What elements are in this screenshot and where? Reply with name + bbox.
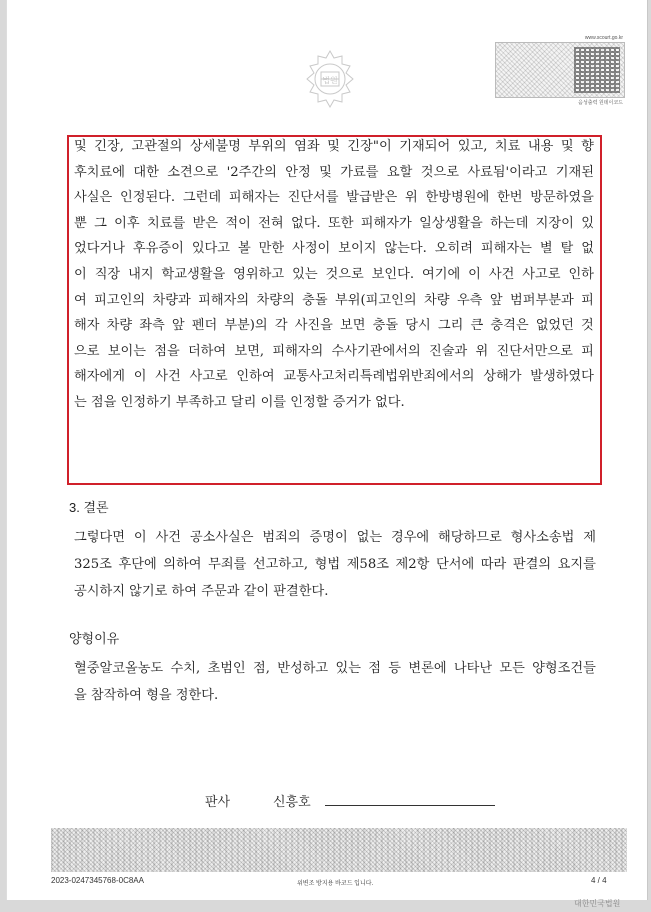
word: 것: [581, 318, 594, 334]
word: 형사소송법: [510, 530, 575, 545]
text-line: 공시하지 않기로 하여 주문과 같이 판결한다.: [74, 584, 329, 599]
word: 및: [319, 164, 332, 180]
word: 사고로: [189, 369, 228, 385]
word: 피해자는: [228, 190, 280, 206]
word: 안정: [285, 164, 311, 180]
text-line: [74, 185, 594, 211]
word: 제2항: [395, 557, 430, 572]
word: 사진을: [294, 318, 333, 334]
word: 없는: [356, 530, 383, 545]
word: 직장: [94, 266, 121, 282]
word: 학교생활을: [161, 266, 226, 282]
word: 없다.: [290, 215, 321, 231]
word: 및: [560, 139, 574, 154]
word: 나타난: [453, 661, 493, 676]
court-url: www.scourt.go.kr: [584, 35, 623, 41]
word: 각: [274, 318, 288, 334]
word: 당시: [405, 318, 431, 334]
word: 기재된: [555, 164, 594, 180]
word: 영위하고: [233, 266, 285, 282]
word: 우측: [456, 292, 483, 308]
word: 증명이: [309, 530, 348, 545]
word: 요할: [386, 164, 413, 180]
word: 및: [327, 139, 340, 154]
word: 긴장"이: [347, 139, 392, 154]
word: 그: [94, 215, 107, 231]
text-line: [74, 288, 594, 314]
word: 보면: [340, 318, 366, 334]
conclusion-heading: 3. 결론: [69, 500, 109, 515]
word: 피: [581, 343, 594, 359]
word: 그렇다면: [74, 530, 125, 545]
qr-code-icon: [574, 47, 620, 93]
word: 염좌: [294, 139, 320, 154]
svg-text:법원: 법원: [322, 76, 338, 85]
word: 진술과: [428, 343, 468, 359]
word: 상세불명: [189, 139, 241, 154]
word: 점을: [154, 343, 180, 359]
word: 만한: [258, 241, 285, 257]
word: 피해자는: [480, 241, 532, 257]
word: 것으로: [325, 266, 364, 282]
word: 해자에게: [74, 369, 125, 385]
word: 변론에: [408, 661, 447, 676]
word: 별: [539, 241, 553, 257]
word: 기재되어: [399, 139, 451, 154]
word: 사건: [155, 530, 181, 545]
word: 없었던: [535, 318, 574, 334]
word: 반성하고: [277, 661, 329, 676]
word: 발급받은: [346, 190, 398, 206]
word: 으로: [74, 343, 100, 359]
word: 사고로: [522, 266, 561, 282]
word: 전혀: [258, 215, 284, 231]
word: 모든: [499, 661, 525, 676]
word: 후유증이: [132, 241, 184, 257]
word: 인하여: [236, 369, 275, 385]
word: 피고인의: [94, 292, 146, 308]
word: 혈중알코올농도: [74, 661, 164, 676]
barcode-notice: 위변조 방지용 바코드 입니다.: [297, 881, 374, 887]
word: 무죄를: [208, 557, 247, 572]
word: 제58조: [346, 557, 389, 572]
word: 피해자의: [272, 343, 324, 359]
word: 단서에: [435, 557, 475, 572]
word: 좌측: [139, 318, 165, 334]
word: 요지를: [557, 557, 596, 572]
text-line: 을 참작하여 형을 정한다.: [74, 688, 219, 703]
page-number: 4 / 4: [591, 876, 607, 885]
word: 보이지: [338, 241, 377, 257]
word: 상해가: [483, 369, 522, 385]
sentencing-paragraph: [74, 655, 596, 709]
word: 선고하고,: [252, 557, 309, 572]
barcode-pattern: [495, 42, 625, 98]
word: 것으로: [420, 164, 459, 180]
sentencing-heading: 양형이유: [69, 631, 120, 646]
word: 대한: [133, 164, 159, 180]
word: 치료를: [146, 215, 186, 231]
word: 형법: [314, 557, 341, 572]
word: 사료됨'이라고: [467, 164, 548, 180]
word: 일상생활을: [419, 215, 483, 231]
word: 및: [74, 139, 87, 154]
word: 앞: [171, 318, 185, 334]
word: 초범인: [207, 661, 246, 676]
text-line: [74, 134, 594, 160]
word: 부위(피고인의: [335, 292, 417, 308]
word: 부분)의: [224, 318, 268, 334]
word: 차량의: [256, 292, 295, 308]
word: 있다고: [191, 241, 231, 257]
text-line: [74, 364, 594, 390]
text-line: [74, 313, 594, 339]
word: 제: [583, 530, 596, 545]
word: 보인다.: [371, 266, 415, 282]
word: 피해자의: [198, 292, 250, 308]
word: 지장이: [535, 215, 574, 231]
word: 사건: [155, 369, 181, 385]
word: 이후: [114, 215, 140, 231]
word: 볼: [237, 241, 251, 257]
qr-caption: 음성출력 원데이코드: [578, 100, 623, 106]
word: 있는: [335, 661, 361, 676]
text-line: 는 점을 인정하기 부족하고 달리 이를 인정할 증거가 없다.: [74, 394, 405, 410]
word: 후치료에: [74, 164, 125, 180]
word: 점: [368, 661, 381, 676]
document-id: 2023-0247345768-0C8AA: [51, 876, 144, 885]
text-line: [74, 339, 594, 365]
word: 있는: [292, 266, 318, 282]
word: 위: [405, 190, 418, 206]
word: 오히려: [434, 241, 473, 257]
word: 내용: [527, 139, 554, 154]
word: 탈: [560, 241, 574, 257]
word: 진단서만으로: [496, 343, 573, 359]
word: 수사기관에서의: [331, 343, 421, 359]
judge-name: 신흥호: [273, 794, 311, 809]
word: 인하: [568, 266, 594, 282]
text-line: [74, 551, 596, 578]
word: 인정된다.: [119, 190, 176, 206]
word: 교통사고처리특례법위반죄에서의: [283, 369, 475, 385]
word: 충격은: [490, 318, 529, 334]
word: 점,: [252, 661, 270, 676]
word: 충돌: [302, 292, 328, 308]
verification-qr-block: [495, 34, 623, 106]
word: 또한: [327, 215, 354, 231]
word: 그런데: [182, 190, 222, 206]
word: 있: [581, 215, 594, 231]
judge-title: 판사: [205, 794, 231, 809]
conclusion-paragraph: [74, 524, 596, 605]
word: 앞: [489, 292, 503, 308]
word: 보이는: [107, 343, 146, 359]
word: 해자: [74, 318, 100, 334]
word: 차량: [106, 318, 133, 334]
word: 뿐: [74, 215, 87, 231]
word: 내지: [128, 266, 154, 282]
court-seal-icon: [298, 48, 362, 110]
word: 여: [74, 292, 87, 308]
word: 고관절의: [131, 139, 183, 154]
word: 피: [581, 292, 594, 308]
text-line: [74, 211, 594, 237]
text-line: [74, 524, 596, 551]
word: 있고,: [457, 139, 488, 154]
word: 받은: [192, 215, 218, 231]
word: 수치,: [170, 661, 201, 676]
word: 경우에: [390, 530, 430, 545]
word: 해당하므로: [438, 530, 502, 545]
word: 치료: [494, 139, 521, 154]
word: 차량과: [152, 292, 191, 308]
word: 진단서를: [287, 190, 339, 206]
word: 의하여: [163, 557, 202, 572]
anti-forgery-barcode: [51, 828, 627, 872]
word: 않는다.: [384, 241, 427, 257]
word: 공소사실은: [189, 530, 254, 545]
word: 사건: [488, 266, 515, 282]
word: 위: [475, 343, 489, 359]
text-line: [74, 236, 594, 262]
word: 긴장,: [94, 139, 124, 154]
word: 큰: [470, 318, 484, 334]
word: 한번: [496, 190, 523, 206]
word: 적이: [225, 215, 251, 231]
word: 이: [133, 530, 147, 545]
word: 부위의: [248, 139, 287, 154]
highlighted-paragraph: [74, 134, 594, 416]
word: 따라: [480, 557, 507, 572]
word: 없: [581, 241, 594, 257]
word: 더하여: [187, 343, 227, 359]
word: 한방병원에: [425, 190, 490, 206]
word: 등: [388, 661, 402, 676]
text-line: [74, 160, 594, 186]
word: 가료를: [340, 164, 379, 180]
document-page: [6, 0, 648, 900]
word: 펜더: [191, 318, 218, 334]
word: 사정이: [292, 241, 331, 257]
word: 사실은: [74, 190, 113, 206]
word: 방문하였을: [530, 190, 594, 206]
word: 하는데: [490, 215, 529, 231]
word: 보면,: [234, 343, 265, 359]
word: 차량: [424, 292, 450, 308]
word: 후단에: [118, 557, 157, 572]
word: 향: [581, 139, 594, 154]
word: 여기에: [422, 266, 461, 282]
signature-line: [325, 805, 495, 806]
text-line: [74, 262, 594, 288]
word: 피해자가: [360, 215, 412, 231]
word: 이: [468, 266, 481, 282]
word: 325조: [74, 557, 112, 572]
word: 범죄의: [262, 530, 301, 545]
word: 충돌: [372, 318, 399, 334]
text-line: [74, 655, 596, 682]
word: 이: [133, 369, 147, 385]
word: 이: [74, 266, 87, 282]
court-watermark: 대한민국법원: [574, 899, 621, 908]
word: 소견으로: [167, 164, 219, 180]
word: 양형조건들: [532, 661, 596, 676]
word: 발생하였다: [530, 369, 594, 385]
word: '2주간의: [226, 164, 277, 180]
word: 범퍼부분과: [509, 292, 574, 308]
word: 판결의: [512, 557, 552, 572]
word: 그리: [437, 318, 464, 334]
word: 었다거나: [74, 241, 125, 257]
